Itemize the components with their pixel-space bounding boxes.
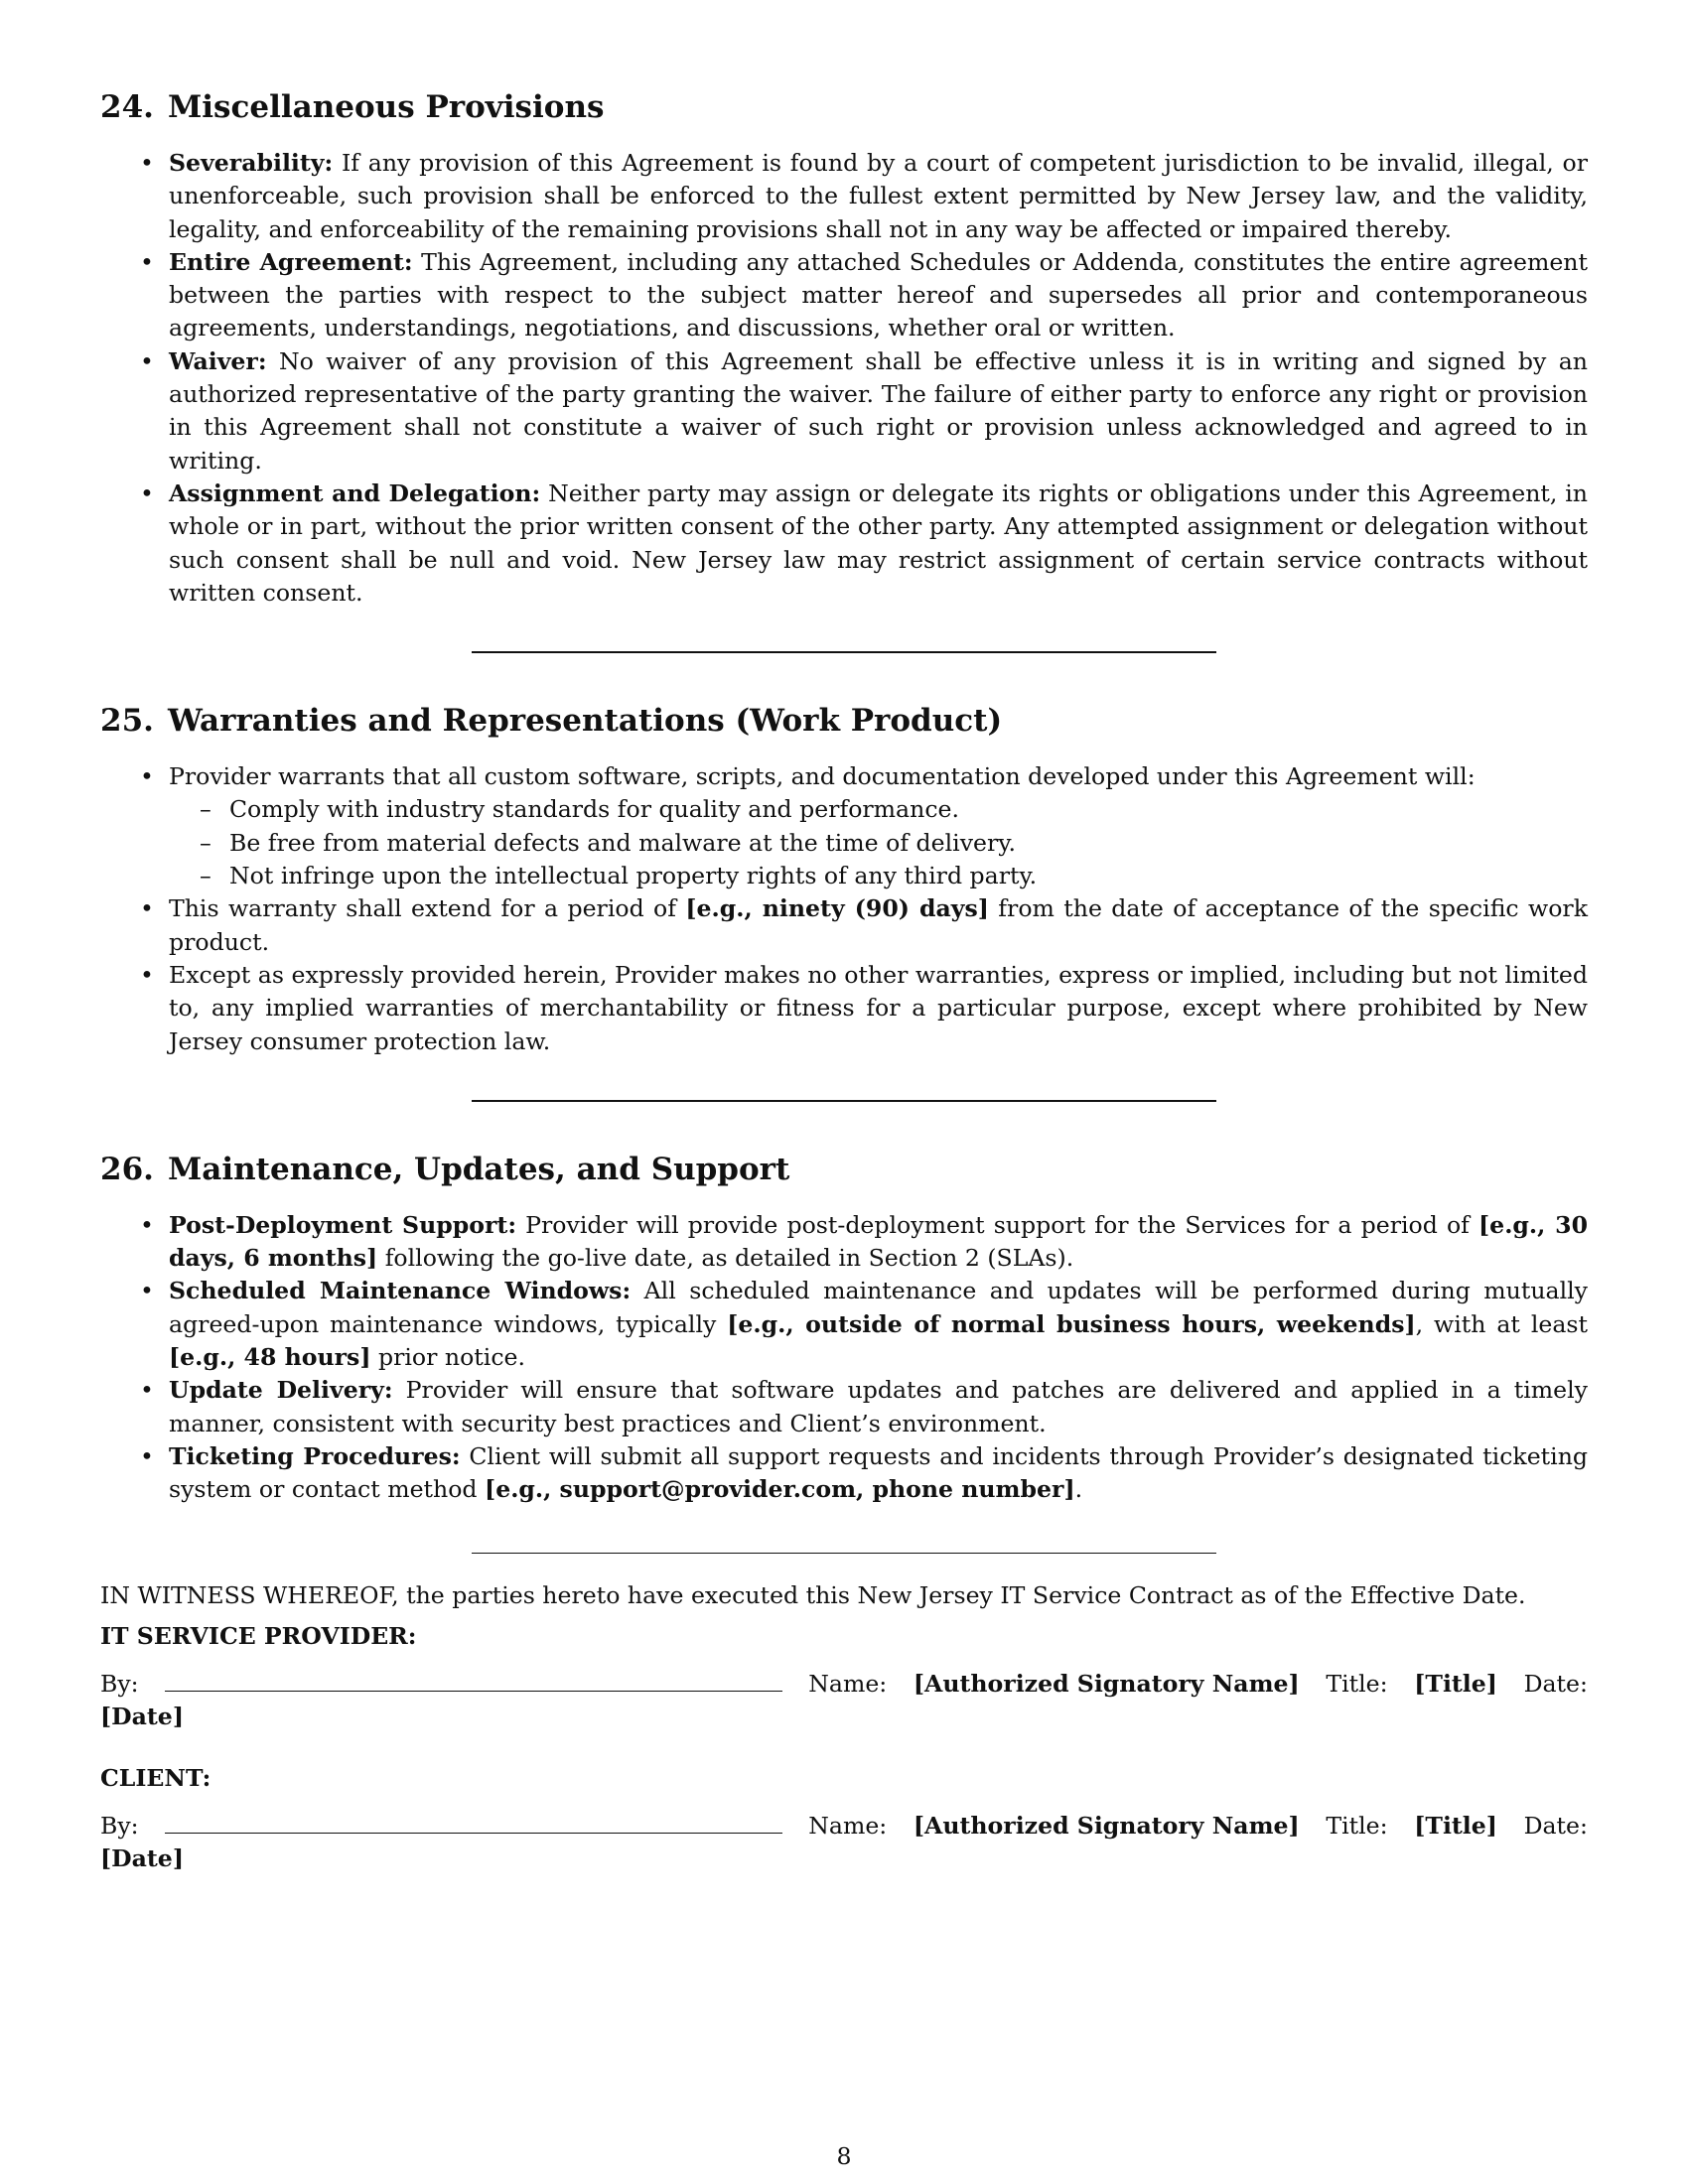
item-text: Provider will provide post-deployment support for the Services for a period of bbox=[516, 1210, 1479, 1239]
item-text: If any provision of this Agreement is found by a court of competent jurisdiction to be invalid, illegal, or unenforceable, such provision shall be enforced to the fullest extent permitted by New Jersey law, and the validity, legality, and enforceability of the remaining provisions shall not in any way be affected or impaired thereby. bbox=[169, 149, 1588, 243]
item-label: Post-Deployment Support: bbox=[169, 1210, 517, 1239]
placeholder-text: [e.g., outside of normal business hours, weekends] bbox=[727, 1309, 1416, 1338]
witness-clause: IN WITNESS WHEREOF, the parties hereto have executed this New Jersey IT Service Contract as of the Effective Date. bbox=[100, 1580, 1526, 1609]
section-title: Maintenance, Updates, and Support bbox=[167, 1151, 790, 1187]
section-heading bbox=[100, 1150, 1588, 1189]
signature-line-client bbox=[100, 1809, 1588, 1876]
section-number: 24. bbox=[100, 89, 154, 125]
list-item bbox=[169, 1209, 1588, 1276]
item-text: No waiver of any provision of this Agreement shall be effective unless it is in writing and signed by an authorized representative of the party granting the waiver. The failure of either party to enforce any right or provision in this Agreement shall not constitute a waiver of such right or provision unless acknowledged and agreed to in writing. bbox=[169, 346, 1588, 475]
section-24 bbox=[100, 87, 1588, 610]
list-item bbox=[169, 959, 1588, 1058]
item-label: Ticketing Procedures: bbox=[169, 1441, 461, 1470]
list-item bbox=[169, 1440, 1588, 1507]
list-item bbox=[169, 345, 1588, 478]
item-text: prior notice. bbox=[370, 1343, 526, 1372]
title-value: [Title] bbox=[1414, 1670, 1497, 1699]
name-label: Name: bbox=[808, 1811, 888, 1840]
item-label: Scheduled Maintenance Windows: bbox=[169, 1277, 632, 1305]
title-value: [Title] bbox=[1414, 1811, 1497, 1840]
item-text: This Agreement, including any attached Schedules or Addenda, constitutes the entire agreement between the parties with respect to the subject matter hereof and supersedes all prior and contemporaneous agreements, understandings, negotiations, and discussions, whether oral or written. bbox=[169, 247, 1588, 342]
sub-list bbox=[169, 793, 1588, 892]
placeholder-text: [e.g., support@provider.com, phone number] bbox=[485, 1475, 1075, 1504]
signature-line-provider bbox=[100, 1667, 1588, 1734]
item-label: Severability: bbox=[169, 149, 334, 177]
list-item bbox=[169, 147, 1588, 246]
name-value: [Authorized Signatory Name] bbox=[913, 1670, 1300, 1699]
section-title: Warranties and Representations (Work Product) bbox=[167, 703, 1003, 740]
name-label: Name: bbox=[808, 1670, 888, 1699]
section-number: 26. bbox=[100, 1151, 154, 1187]
signature-blank[interactable] bbox=[165, 1667, 782, 1692]
party-heading-provider: IT SERVICE PROVIDER: bbox=[100, 1621, 417, 1650]
item-text: Except as expressly provided herein, Provider makes no other warranties, express or implied, including but not limited to, any implied warranties of merchantability or fitness for a particular purpose, except where prohibited by New Jersey consumer protection law. bbox=[169, 960, 1588, 1055]
section-divider bbox=[472, 651, 1216, 653]
placeholder-text: [e.g., 30 days, 6 months] bbox=[169, 1210, 1588, 1273]
party-heading-client: CLIENT: bbox=[100, 1763, 211, 1792]
by-label: By: bbox=[100, 1811, 139, 1840]
signature-blank[interactable] bbox=[165, 1809, 782, 1834]
bullet-list bbox=[100, 1209, 1588, 1507]
item-text: , with at least bbox=[1415, 1309, 1588, 1338]
date-value: [Date] bbox=[100, 1844, 184, 1873]
item-text: All scheduled maintenance and updates will be performed during mutually agreed-upon maintenance windows, typically bbox=[169, 1277, 1588, 1338]
list-item bbox=[169, 478, 1588, 610]
section-25 bbox=[100, 701, 1588, 1058]
title-label: Title: bbox=[1326, 1811, 1388, 1840]
section-heading bbox=[100, 87, 1588, 127]
document-page bbox=[100, 87, 1588, 1904]
item-text: Provider warrants that all custom software, scripts, and documentation developed under this Agreement will: bbox=[169, 762, 1476, 791]
section-number: 25. bbox=[100, 703, 154, 740]
item-text: following the go-live date, as detailed in Section 2 (SLAs). bbox=[377, 1244, 1074, 1273]
date-label: Date: bbox=[1523, 1811, 1588, 1840]
list-item bbox=[169, 246, 1588, 345]
item-label: Waiver: bbox=[169, 346, 267, 375]
section-heading bbox=[100, 701, 1588, 741]
item-label: Assignment and Delegation: bbox=[169, 478, 541, 507]
list-item bbox=[169, 1374, 1588, 1440]
page-number: 8 bbox=[836, 2142, 852, 2170]
by-label: By: bbox=[100, 1670, 139, 1699]
title-label: Title: bbox=[1326, 1670, 1388, 1699]
item-text: from the date of acceptance of the specific work product. bbox=[169, 894, 1588, 956]
bullet-list bbox=[100, 760, 1588, 1058]
placeholder-text: [e.g., ninety (90) days] bbox=[685, 894, 989, 923]
item-text: . bbox=[1074, 1475, 1083, 1504]
item-text: Provider will ensure that software updates and patches are delivered and applied in a timely manner, consistent with security best practices and Client’s environment. bbox=[169, 1376, 1588, 1437]
name-value: [Authorized Signatory Name] bbox=[913, 1811, 1300, 1840]
list-item bbox=[169, 760, 1588, 892]
signature-block bbox=[100, 1579, 1588, 1876]
item-text: This warranty shall extend for a period of bbox=[169, 894, 686, 923]
placeholder-text: [e.g., 48 hours] bbox=[169, 1343, 371, 1372]
item-label: Entire Agreement: bbox=[169, 247, 413, 276]
list-item bbox=[169, 892, 1588, 959]
sub-list-item: – Comply with industry standards for quality and performance. bbox=[229, 793, 1588, 826]
item-text: Client will submit all support requests and incidents through Provider’s designated ticketing system or contact method bbox=[169, 1441, 1589, 1504]
bullet-list bbox=[100, 147, 1588, 610]
item-text: Neither party may assign or delegate its rights or obligations under this Agreement, in whole or in part, without the prior written consent of the other party. Any attempted assignment or delegation without such consent shall be null and void. New Jersey law may restrict assignment of certain service contracts without written consent. bbox=[169, 478, 1588, 607]
sub-list-item: – Be free from material defects and malware at the time of delivery. bbox=[229, 827, 1588, 860]
section-title: Miscellaneous Provisions bbox=[167, 89, 605, 125]
sub-list-item: – Not infringe upon the intellectual property rights of any third party. bbox=[229, 860, 1588, 892]
item-label: Update Delivery: bbox=[169, 1376, 393, 1405]
section-divider bbox=[472, 1100, 1216, 1102]
signature-divider bbox=[472, 1553, 1216, 1554]
list-item bbox=[169, 1275, 1588, 1374]
date-value: [Date] bbox=[100, 1703, 184, 1731]
section-26 bbox=[100, 1150, 1588, 1507]
date-label: Date: bbox=[1523, 1670, 1588, 1699]
